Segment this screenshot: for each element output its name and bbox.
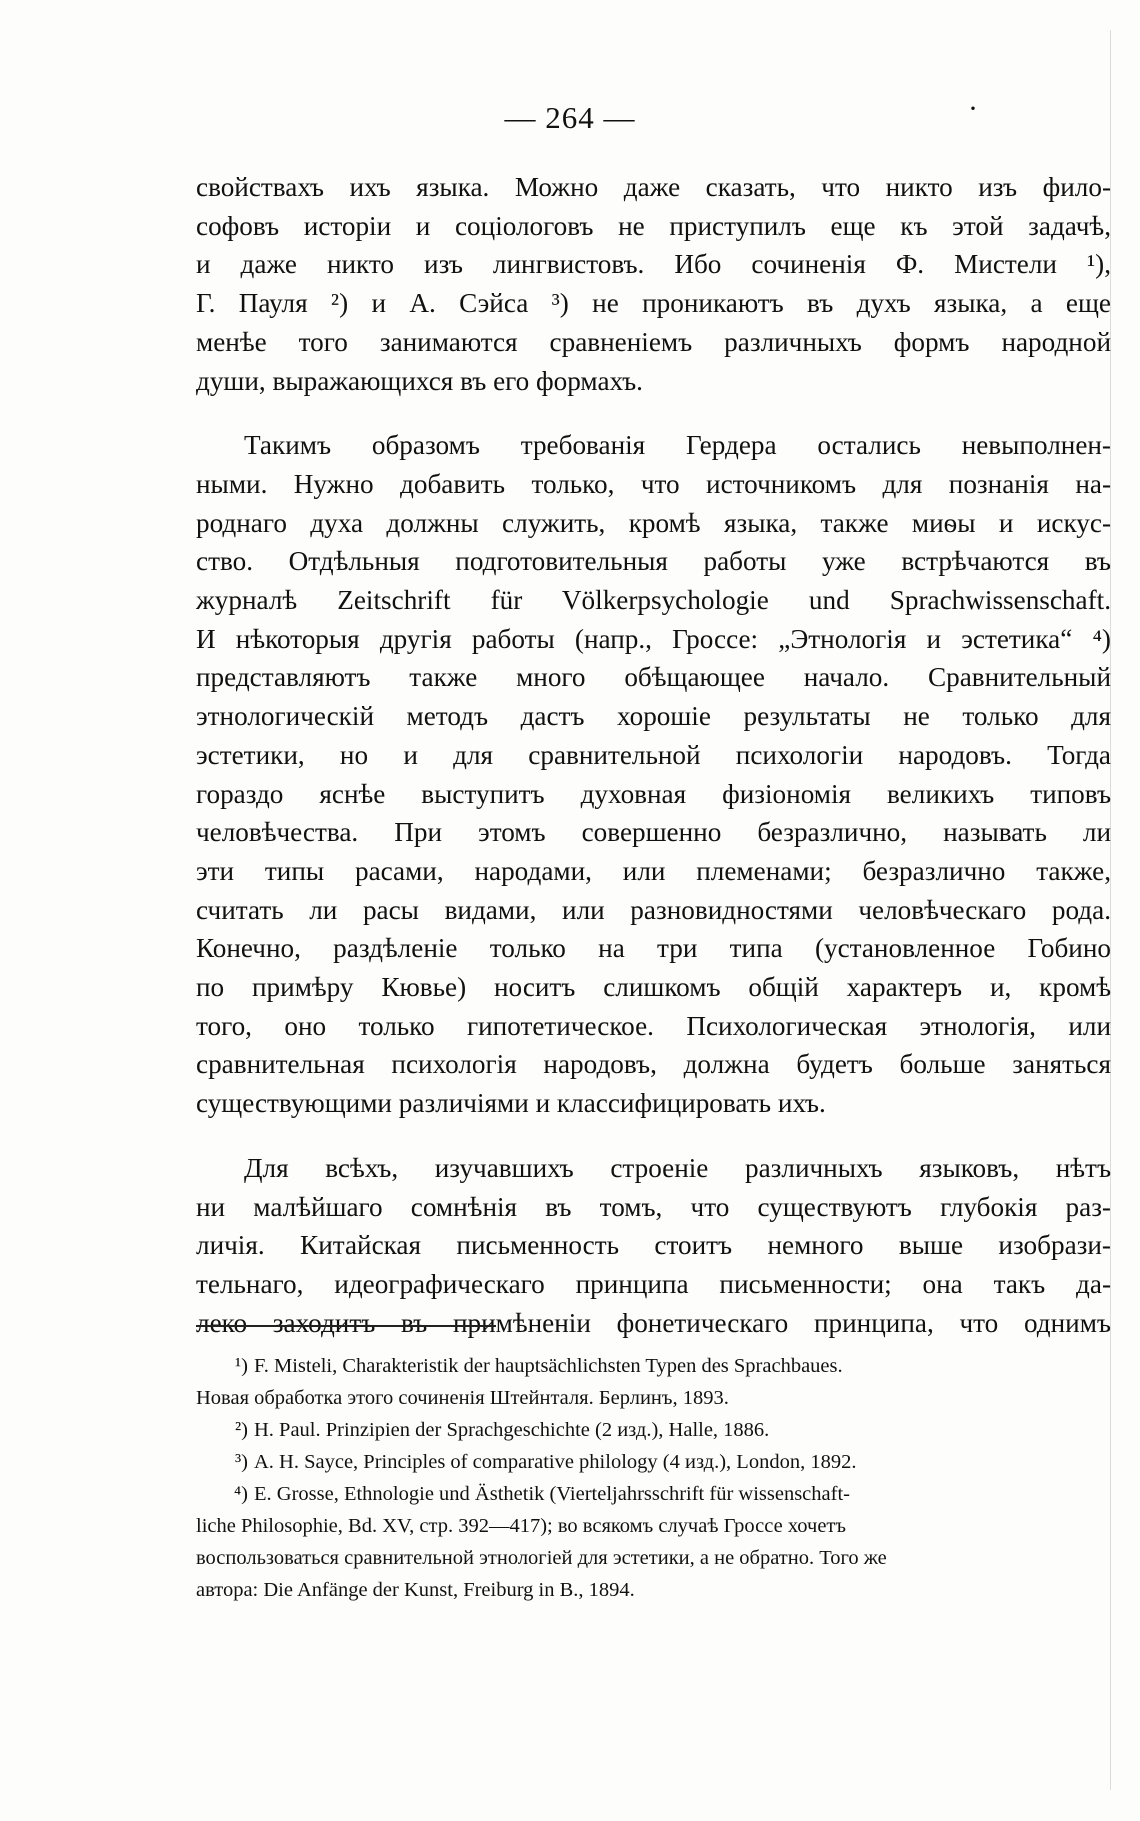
footnote-number: ⁴)	[234, 1483, 248, 1505]
text-line: свойствахъ ихъ языка. Можно даже сказать, что никто изъ фило-	[196, 172, 1111, 202]
text-line: Конечно, раздѣленіе только на три типа (установленное Гобино	[196, 933, 1111, 964]
text-line: человѣчества. При этомъ совершенно безразлично, называть ли	[196, 817, 1111, 848]
footnote-line: E. Grosse, Ethnologie und Ästhetik (Vierteljahrsschrift für wissenschaft-	[254, 1483, 850, 1505]
text-line: и даже никто изъ лингвистовъ. Ибо сочиненія Ф. Мистели ¹),	[196, 249, 1111, 280]
footnote-line: H. Paul. Prinzipien der Sprachgeschichte (2 изд.), Halle, 1886.	[254, 1419, 770, 1441]
footnote-line: воспользоваться сравнительной этнологіей для эстетики, а не обратно. Того же	[196, 1547, 887, 1569]
paragraph	[196, 168, 1111, 400]
text-line: этнологическій методъ дастъ хорошіе результаты не только для	[196, 701, 1111, 732]
text-line: И нѣкоторыя другія работы (напр., Гроссе: „Этнологія и эстетика“ ⁴)	[196, 623, 1111, 654]
text-line: журналѣ Zeitschrift für Völkerpsychologie und Sprachwissenschaft.	[196, 585, 1111, 616]
text-line: ство. Отдѣльныя подготовительныя работы уже встрѣчаются въ	[196, 546, 1111, 577]
text-line: личія. Китайская письменность стоитъ немного выше изобрази-	[196, 1230, 1111, 1261]
text-line: гораздо яснѣе выступитъ духовная физіономія великихъ типовъ	[196, 778, 1111, 809]
footnote	[196, 1414, 1101, 1446]
text-line: эти типы расами, народами, или племенами; безразлично также,	[196, 855, 1111, 886]
paragraph	[196, 426, 1111, 1123]
text-line: Для всѣхъ, изучавшихъ строеніе различныхъ языковъ, нѣтъ	[244, 1152, 1111, 1183]
text-line: тельнаго, идеографическаго принципа письменности; она такъ да-	[196, 1268, 1111, 1299]
page-number: — 264 —	[504, 100, 636, 135]
footnote-line: F. Misteli, Charakteristik der hauptsächlichsten Typen des Sprachbaues.	[254, 1355, 843, 1377]
footnote-number: ¹)	[235, 1355, 248, 1377]
text-line: представляютъ также много обѣщающее начало. Сравнительный	[196, 662, 1111, 693]
footnote-separator	[196, 1325, 496, 1327]
text-line: сравнительная психологія народовъ, должна будетъ больше заняться	[196, 1049, 1111, 1080]
text-line: ными. Нужно добавить только, что источникомъ для познанія на-	[196, 468, 1111, 499]
footnote	[196, 1446, 1101, 1478]
page-mark-dot: ·	[968, 92, 978, 125]
text-line: ни малѣйшаго сомнѣнія въ томъ, что существуютъ глубокія раз-	[196, 1191, 1111, 1222]
footnote-line: автора: Die Anfänge der Kunst, Freiburg in B., 1894.	[196, 1579, 635, 1601]
footnotes	[196, 1350, 1101, 1606]
footnote	[196, 1350, 1101, 1414]
text-line: леко заходитъ въ примѣненіи фонетическаго принципа, что однимъ	[196, 1307, 1111, 1338]
paragraph	[196, 1149, 1111, 1343]
text-line: Такимъ образомъ требованія Гердера остались невыполнен-	[244, 430, 1111, 461]
footnote-line: liche Philosophie, Bd. XV, стр. 392—417); во всякомъ случаѣ Гроссе хочетъ	[196, 1515, 846, 1537]
text-line: менѣе того занимаются сравненіемъ различныхъ формъ народной	[196, 326, 1111, 357]
main-text	[196, 168, 1111, 1342]
text-line: того, оно только гипотетическое. Психологическая этнологія, или	[196, 1010, 1111, 1041]
text-line: по примѣру Кювье) носитъ слишкомъ общій характеръ и, кромѣ	[196, 972, 1111, 1003]
text-line: существующими различіями и классифицировать ихъ.	[196, 1088, 826, 1119]
footnote-line: A. H. Sayce, Principles of comparative philology (4 изд.), London, 1892.	[254, 1451, 857, 1473]
text-line: Г. Пауля ²) и А. Сэйса ³) не проникаютъ въ духъ языка, а еще	[196, 288, 1111, 319]
text-line: эстетики, но и для сравнительной психологіи народовъ. Тогда	[196, 739, 1111, 770]
footnote-line: Новая обработка этого сочиненія Штейнталя. Берлинъ, 1893.	[196, 1387, 729, 1409]
text-line: считать ли расы видами, или разновидностями человѣческаго рода.	[196, 894, 1111, 925]
footnote	[196, 1478, 1101, 1606]
text-line: роднаго духа должны служить, кромѣ языка, также миѳы и искус-	[196, 507, 1111, 538]
text-line: софовъ исторіи и соціологовъ не приступилъ еще къ этой задачѣ,	[196, 210, 1111, 241]
footnote-number: ²)	[235, 1419, 248, 1441]
footnote-number: ³)	[235, 1451, 248, 1473]
text-line: души, выражающихся въ его формахъ.	[196, 365, 643, 396]
